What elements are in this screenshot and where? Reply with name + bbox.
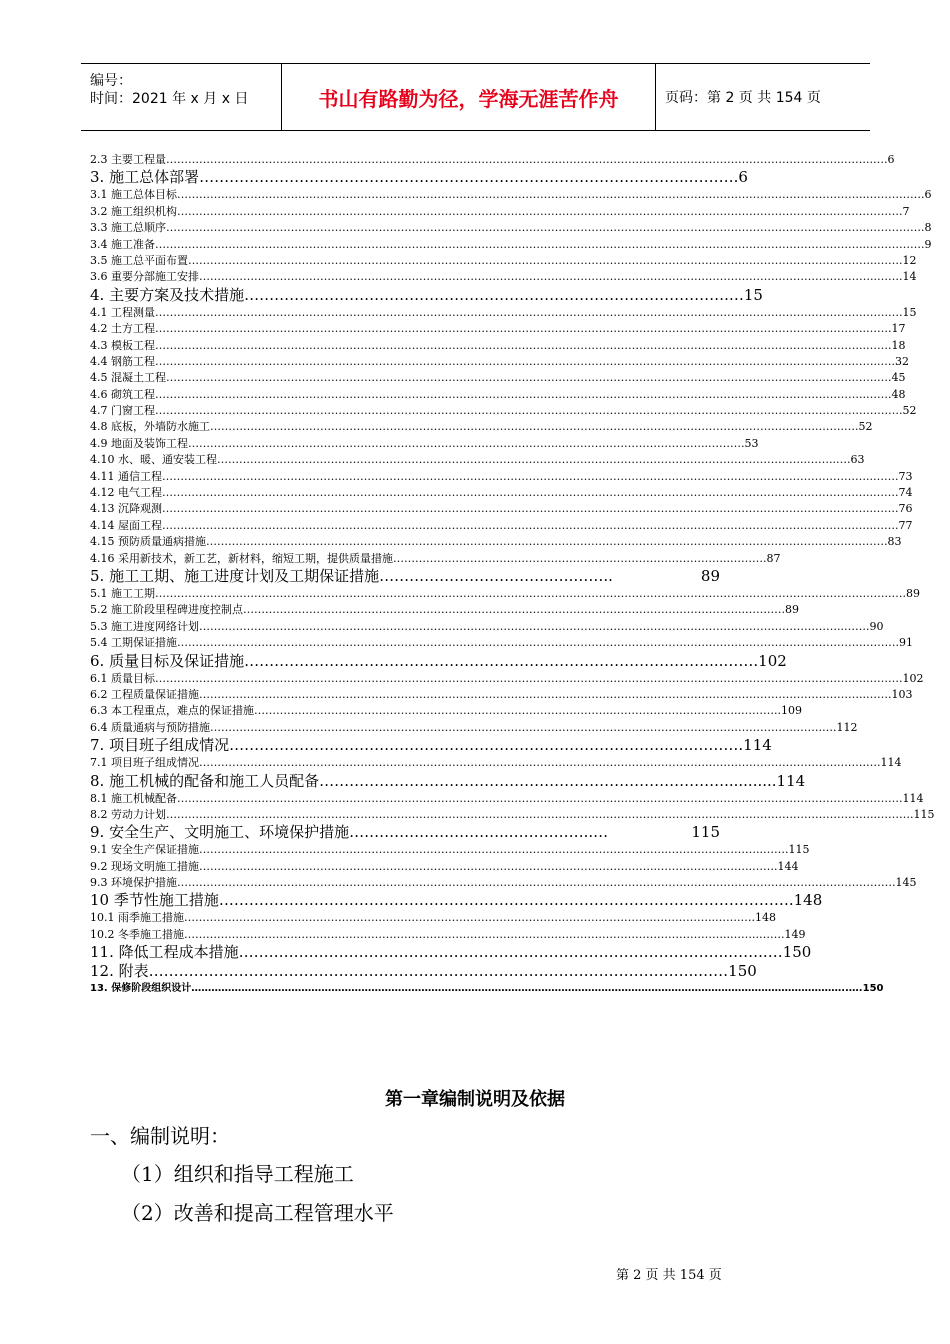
toc-entry-title: 10.1 雨季施工措施: [90, 911, 184, 925]
toc-page-number: 52: [858, 420, 873, 434]
toc-dot-leader: ………………………………………………………………………………………………………………..……………..…….….: [184, 911, 755, 925]
toc-entry[interactable]: [90, 168, 748, 187]
toc-entry-title: 8.1 施工机械配备: [90, 791, 177, 805]
toc-page-number: 114: [776, 771, 806, 790]
toc-dot-leader: ……………………………………………………………………………..….……….: [229, 736, 744, 755]
toc-dot-leader: …………………………………………………………………………………………………………………………………………………………..…….: [199, 619, 870, 633]
toc-dot-leader: …………………………………………………………………………………...…….: [244, 651, 759, 670]
toc-entry-title: 4.8 底板，外墙防水施工: [90, 420, 210, 434]
toc-page-number: 112: [836, 720, 858, 734]
toc-entry-title: 7. 项目班子组成情况: [90, 736, 230, 755]
toc-dot-leader: …………………………………………………………………………………………………………………………………………………………………………..…….: [155, 322, 892, 336]
toc-dot-leader: …………………………………………………………………………………………………………………………………………………………………………..…….: [155, 338, 892, 352]
toc-entry-title: 4.3 模板工程: [90, 338, 155, 352]
toc-page-number: 145: [895, 876, 917, 890]
toc-dot-leader: …………………………………………………………………………………………………………………………………………………………………………..…….: [162, 469, 899, 483]
toc-page-number: 53: [744, 436, 759, 450]
toc-page-number: 12: [902, 253, 917, 267]
toc-entry-title: 3.2 施工组织机构: [90, 204, 177, 218]
toc-dot-leader: …………………………………………………………………………………………………………………………………………………………………..…….: [199, 270, 903, 284]
toc-page-number: 115: [691, 823, 720, 842]
toc-entry[interactable]: [90, 720, 858, 736]
toc-entry-title: 4. 主要方案及技术措施: [90, 285, 245, 304]
toc-entry-title: 8.2 劳动力计划: [90, 807, 166, 821]
toc-entry[interactable]: [90, 338, 906, 354]
toc-page-number: 77: [898, 518, 913, 532]
toc-entry[interactable]: [90, 485, 913, 501]
toc-page-number: 15: [743, 285, 763, 304]
toc-dot-leader: ……………………………………………………………………………………………………………………………………………………………………….……..….: [155, 354, 895, 368]
toc-page-number: 63: [850, 453, 865, 467]
toc-dot-leader: ……………………………………………………………………………………..……………………………..………..: [254, 704, 781, 718]
toc-page-number: 7: [902, 204, 910, 218]
toc-page-number: 52: [902, 404, 917, 418]
toc-entry[interactable]: [90, 305, 917, 321]
toc-entry[interactable]: [90, 651, 787, 671]
toc-page-number: 6: [738, 168, 748, 187]
toc-dot-leader: ………………………………………………………………………………………………………………………………………………….…….….: [210, 420, 859, 434]
toc-entry[interactable]: [90, 703, 802, 719]
toc-dot-leader: ………………………………………………………………………………………………………………………………………………………………………….……..….: [155, 586, 906, 600]
toc-entry[interactable]: [90, 403, 917, 419]
toc-entry-title: 13. 保修阶段组织设计: [90, 983, 192, 995]
toc-dot-leader: ……………………………………………………………………………………………………………………………………………………………………..……….: [177, 791, 903, 805]
toc-dot-leader: ……………………………………………………………………………………..……….: [199, 168, 739, 187]
toc-dot-leader: ………………………………………………………………………...........: [319, 771, 777, 790]
toc-dot-leader: …………………………………………………………………………………………………………………………………………………………………………..…….: [155, 387, 892, 401]
toc-entry[interactable]: [90, 452, 865, 468]
toc-page-number: 8: [924, 221, 932, 235]
toc-page-number: 103: [891, 687, 913, 701]
list-item: （2）改善和提高工程管理水平: [121, 1201, 394, 1225]
toc-entry-title: 8. 施工机械的配备和施工人员配备: [90, 771, 320, 790]
toc-dot-leader: …………………………………………………………………………………………………………………………………………………………………….…….….: [166, 371, 892, 385]
toc-entry[interactable]: [90, 671, 924, 687]
header-page-info: 页码：第 2 页 共 154 页: [665, 90, 821, 106]
toc-page-number: 87: [766, 551, 781, 565]
toc-entry[interactable]: [90, 253, 917, 269]
toc-dot-leader: ……………………………………………………………………………………………………………………………………………………………………..…………….: [177, 188, 925, 202]
toc-dot-leader: …………………………………………………………………………………….…: [244, 285, 744, 304]
toc-dot-leader: ………………………………………………………………………………………………………………………………………………………………..…….: [199, 687, 892, 701]
toc-entry-title: 3.6 重要分部施工安排: [90, 270, 199, 284]
toc-page-number: 150: [862, 983, 884, 995]
toc-entry-title: 2.3 主要工程量: [90, 153, 166, 166]
toc-entry-title: 4.6 砌筑工程: [90, 387, 155, 401]
toc-dot-leader: …………………………………………………………………………………………………….: [218, 891, 794, 910]
toc-dot-leader: …………………………………………………………………………………………………………………………………………………………………………..…….: [162, 518, 899, 532]
toc-entry[interactable]: [90, 387, 906, 403]
toc-page-number: 102: [902, 671, 924, 685]
toc-entry[interactable]: [90, 370, 906, 386]
header-divider: [655, 64, 656, 130]
toc-dot-leader: ………………………………………………………………………………..……….: [393, 551, 767, 565]
toc-entry[interactable]: [90, 687, 913, 703]
toc-dot-leader: …………………………..……………..…: [349, 823, 609, 842]
toc-entry-title: 5.2 施工阶段里程碑进度控制点: [90, 603, 243, 617]
toc-entry-title: 9. 安全生产、文明施工、环境保护措施: [90, 823, 350, 842]
toc-dot-leader: ……………………………………………………………………………………………………………..……………………..…….: [199, 859, 778, 873]
toc-page-number: 73: [898, 469, 913, 483]
toc-entry-title: 4.1 工程测量: [90, 305, 155, 319]
toc-dot-leader: …………………………………………………………………………………………………………………………………………………………………………….: [177, 876, 896, 890]
list-item: （1）组织和指导工程施工: [121, 1162, 354, 1186]
toc-entry-title: 6. 质量目标及保证措施: [90, 651, 245, 670]
toc-entry-title: 9.1 安全生产保证措施: [90, 843, 199, 857]
toc-dot-leader: …………………………………………………………………………………………………………………………………………………………………..……..….: [166, 153, 888, 166]
toc-dot-leader: …………………………………………………………………………………………………………………………………………………………………………..…….: [162, 486, 899, 500]
toc-entry[interactable]: [90, 823, 720, 842]
toc-dot-leader: ……………………………..….……..: [379, 566, 613, 585]
toc-page-number: 114: [743, 736, 772, 755]
toc-entry-title: 4.2 土方工程: [90, 322, 155, 336]
toc-entry[interactable]: [90, 962, 757, 981]
toc-page-number: 89: [906, 586, 920, 600]
toc-entry[interactable]: [90, 927, 806, 943]
toc-page-number: 6: [924, 188, 932, 202]
toc-entry-title: 9.3 环境保护措施: [90, 876, 177, 890]
toc-entry-title: 3.1 施工总体目标: [90, 188, 177, 202]
toc-page-number: 114: [880, 756, 902, 770]
toc-entry[interactable]: [90, 187, 932, 203]
toc-entry[interactable]: [90, 943, 812, 962]
toc-page-number: 6: [887, 153, 895, 166]
toc-entry[interactable]: [90, 237, 932, 253]
toc-page-number: 150: [728, 962, 757, 981]
toc-page-number: 83: [887, 535, 902, 549]
toc-entry[interactable]: [90, 586, 920, 602]
toc-dot-leader: ………………………………………………………………………………………………………………………………………………………………………….…….….: [155, 305, 903, 319]
toc-entry[interactable]: [90, 875, 917, 891]
toc-entry[interactable]: [90, 501, 913, 517]
toc-dot-leader: ………………………………………………………………………………………………………………………..…….….: [243, 603, 785, 617]
toc-entry-title: 4.7 门窗工程: [90, 404, 155, 418]
toc-dot-leader: …………………………………………………………………………………………………………………………………..……..…….: [184, 927, 785, 941]
toc-entry[interactable]: [90, 891, 823, 910]
toc-page-number: 48: [891, 387, 906, 401]
toc-entry-title: 4.9 地面及装饰工程: [90, 436, 188, 450]
chapter-title: 第一章编制说明及依据: [385, 1089, 565, 1110]
toc-entry[interactable]: [90, 534, 902, 550]
toc-entry[interactable]: [90, 436, 759, 452]
toc-entry[interactable]: [90, 791, 924, 807]
toc-entry[interactable]: [90, 602, 799, 618]
toc-page-number: 17: [891, 322, 906, 336]
toc-entry[interactable]: [90, 220, 932, 236]
toc-page-number: 109: [780, 704, 802, 718]
toc-entry-title: 3.3 施工总顺序: [90, 221, 166, 235]
toc-page-number: 148: [754, 911, 776, 925]
toc-dot-leader: ………………………………………………………………………………………………………………………………………………………………………….…….….: [155, 404, 903, 418]
toc-entry[interactable]: [90, 354, 909, 370]
toc-page-number: 150: [782, 943, 812, 962]
toc-entry-title: 4.16 采用新技术，新工艺，新材料，缩短工期，提供质量措施: [90, 551, 393, 565]
toc-page-number: 89: [785, 603, 799, 617]
toc-page-number: 32: [895, 354, 909, 368]
document-number-label: 编号：: [90, 73, 132, 89]
toc-page-number: 76: [898, 502, 913, 516]
toc-entry[interactable]: [90, 321, 906, 337]
toc-page-number: 74: [898, 486, 913, 500]
toc-entry[interactable]: [90, 285, 763, 305]
toc-dot-leader: ………………………………………………………………………………………………………………………………………………………………………..…………….: [166, 221, 925, 235]
toc-entry-title: 4.11 通信工程: [90, 469, 162, 483]
toc-entry[interactable]: [90, 981, 884, 996]
toc-page-number: 18: [891, 338, 906, 352]
toc-entry[interactable]: [90, 469, 913, 485]
toc-entry-title: 5.3 施工进度网络计划: [90, 619, 199, 633]
toc-entry-title: 3. 施工总体部署: [90, 168, 200, 187]
toc-page-number: 15: [902, 305, 917, 319]
toc-page-number: 91: [899, 636, 913, 650]
toc-entry-title: 6.2 工程质量保证措施: [90, 687, 199, 701]
toc-dot-leader: ………………………………………………………………………………………..…………………………………..……….: [188, 436, 745, 450]
toc-entry-title: 4.10 水、暖、通安装工程: [90, 453, 217, 467]
toc-dot-leader: …………………………………………………………………………………………………………………………………………………………………….……….: [177, 636, 899, 650]
toc-dot-leader: …………………………………………………………………………………………………………………………………………………………………………..……….: [155, 671, 903, 685]
toc-entry-title: 11. 降低工程成本措施: [90, 943, 239, 962]
document-header: [81, 63, 870, 131]
toc-entry[interactable]: [90, 419, 873, 435]
toc-entry[interactable]: [90, 910, 776, 926]
toc-entry[interactable]: [90, 269, 917, 285]
toc-entry-title: 6.4 质量通病与预防措施: [90, 720, 210, 734]
page-footer: 第 2 页 共 154 页: [616, 1268, 722, 1283]
toc-page-number: 9: [924, 237, 932, 251]
toc-entry[interactable]: [90, 518, 913, 534]
header-motto: 书山有路勤为径，学海无涯苦作舟: [318, 86, 619, 111]
toc-dot-leader: …………………………………………………………………………………………………………………………………………………………………………..…………….: [155, 237, 925, 251]
toc-dot-leader: ……………………………………………………………………………………………………………………………………………………………………..…….: [188, 253, 903, 267]
toc-dot-leader: ……………………………………………………………………………………………………………………………………………..……..….: [217, 453, 851, 467]
toc-entry[interactable]: [90, 152, 895, 168]
toc-entry[interactable]: [90, 755, 902, 771]
toc-dot-leader: …………………………………………………………………………………………………………………………………………………………………………..…….: [162, 502, 899, 516]
toc-dot-leader: …………………………………………………………………………………………………………………………………………………………………………..……….: [166, 807, 914, 821]
toc-entry-title: 7.1 项目班子组成情况: [90, 756, 199, 770]
toc-entry[interactable]: [90, 771, 806, 791]
toc-dot-leader: ……………………………………………………………………………………………………………………………………………………………………………..….: [191, 983, 863, 995]
toc-page-number: 144: [777, 859, 799, 873]
toc-entry-title: 6.3 本工程重点，难点的保证措施: [90, 704, 254, 718]
toc-dot-leader: ………………………………………………………………………………………………………………………………………………………….…….….: [199, 756, 881, 770]
toc-entry[interactable]: [90, 635, 913, 651]
toc-entry-title: 3.5 施工总平面布置: [90, 253, 188, 267]
toc-entry-title: 3.4 施工准备: [90, 237, 155, 251]
toc-entry-title: 5.1 施工工期: [90, 586, 155, 600]
toc-entry-title: 10.2 冬季施工措施: [90, 927, 184, 941]
toc-page-number: 45: [891, 371, 906, 385]
toc-page-number: 148: [793, 891, 823, 910]
toc-page-number: 115: [788, 843, 810, 857]
toc-entry-title: 4.15 预防质量通病措施: [90, 535, 206, 549]
table-of-contents: [90, 152, 935, 996]
toc-dot-leader: ………………………………………………………………………………………………………………..……………………..…….: [199, 843, 789, 857]
toc-page-number: 90: [869, 619, 884, 633]
toc-entry[interactable]: [90, 551, 781, 567]
toc-dot-leader: ……………………………………………………………………………………..……..…: [238, 943, 783, 962]
toc-entry-title: 5.4 工期保证措施: [90, 636, 177, 650]
toc-page-number: 14: [902, 270, 917, 284]
toc-dot-leader: …………………………………………………………………………………………………………………………………………….…….….: [210, 720, 837, 734]
toc-entry[interactable]: [90, 859, 799, 875]
document-date: 时间：2021 年 x 月 x 日: [90, 91, 249, 107]
toc-page-number: 149: [784, 927, 806, 941]
toc-entry[interactable]: [90, 842, 810, 858]
header-meta-cell: [81, 64, 281, 130]
toc-page-number: 89: [700, 566, 720, 585]
toc-entry-title: 4.12 电气工程: [90, 486, 162, 500]
section-heading: 一、编制说明：: [90, 1124, 230, 1148]
toc-page-number: 115: [913, 807, 935, 821]
toc-dot-leader: ……………………………………………………………………………………………………………………………………………………………..……………….: [177, 204, 903, 218]
toc-entry-title: 4.13 沉降观测: [90, 502, 162, 516]
toc-entry[interactable]: [90, 567, 720, 586]
toc-page-number: 114: [902, 791, 924, 805]
toc-entry-title: 4.5 混凝土工程: [90, 371, 166, 385]
toc-entry-title: 4.14 屋面工程: [90, 518, 162, 532]
toc-entry-title: 12. 附表: [90, 962, 149, 981]
toc-entry-title: 10 季节性施工措施: [90, 891, 219, 910]
toc-dot-leader: ………………………………………………………………………………………………..……: [148, 962, 729, 981]
toc-entry[interactable]: [90, 807, 935, 823]
toc-entry-title: 6.1 质量目标: [90, 671, 155, 685]
toc-page-number: 102: [758, 651, 787, 670]
toc-entry[interactable]: [90, 619, 884, 635]
toc-entry-title: 9.2 现场文明施工措施: [90, 859, 199, 873]
toc-entry[interactable]: [90, 204, 910, 220]
toc-entry-title: 4.4 钢筋工程: [90, 354, 155, 368]
toc-dot-leader: …………………………………………………………………………………………………………………………………………………………..……….: [206, 535, 888, 549]
toc-entry-title: 5. 施工工期、施工进度计划及工期保证措施: [90, 566, 380, 585]
toc-entry[interactable]: [90, 736, 772, 755]
